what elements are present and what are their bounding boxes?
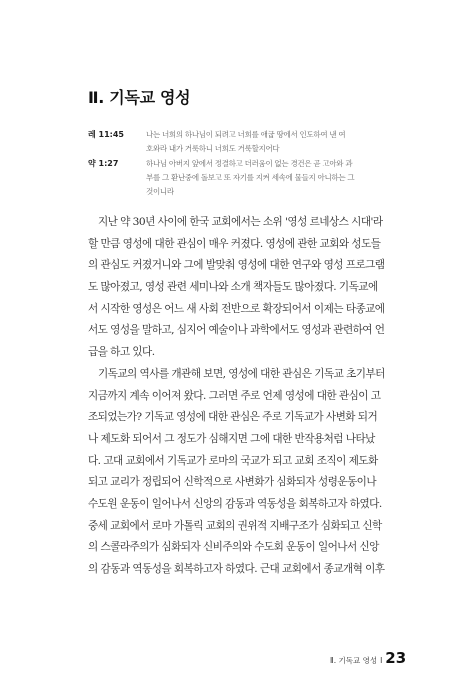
body-line: 의 스콜라주의가 심화되자 신비주의와 수도회 운동이 일어나서 신앙 <box>88 541 379 554</box>
body-line: 되고 교리가 정립되어 신학적으로 사변화가 심화되자 성령운동이나 <box>88 476 377 489</box>
body-line: 할 만큼 영성에 대한 관심이 매우 커졌다. 영성에 관한 교회와 성도들 <box>88 237 381 250</box>
body-line: 수도원 운동이 일어나서 신앙의 감동과 역동성을 회복하고자 하였다. <box>88 497 382 510</box>
body-line: 도 많아졌고, 영성 관련 세미나와 소개 책자들도 많아졌다. 기독교에 <box>88 281 378 294</box>
page-number: 23 <box>385 649 407 667</box>
body-line: 중세 교회에서 로마 가톨릭 교회의 권위적 지배구조가 심화되고 신학 <box>88 519 382 532</box>
body-line: 지금까지 계속 이어져 왔다. 그러면 주로 언제 영성에 대한 관심이 고 <box>88 389 381 402</box>
verse-reference: 레 11:45 <box>88 130 124 139</box>
scripture-verse <box>88 157 388 199</box>
body-line: 서도 영성을 말하고, 심지어 예술이나 과학에서도 영성과 관련하여 언 <box>88 324 385 337</box>
body-line: 의 감동과 역동성을 회복하고자 하였다. 근대 교회에서 종교개혁 이후 <box>88 563 385 575</box>
section-heading: Ⅱ. 기독교 영성 <box>88 88 191 107</box>
scripture-verse <box>88 128 388 156</box>
body-line: 나 제도화 되어서 그 정도가 심해지면 그에 대한 반작용처럼 나타났 <box>88 432 375 445</box>
body-line: 기독교의 역사를 개관해 보면, 영성에 대한 관심은 기독교 초기부터 <box>98 367 385 380</box>
body-line: 급을 하고 있다. <box>88 346 155 359</box>
running-footer-title: Ⅱ. 기독교 영성 <box>330 656 378 665</box>
body-line: 의 관심도 커졌거니와 그에 발맞춰 영성에 대한 연구와 영성 프로그램 <box>88 259 385 272</box>
verse-line: 나는 너희의 하나님이 되려고 너희를 애굽 땅에서 인도하여 낸 여 <box>146 130 346 139</box>
verse-reference: 약 1:27 <box>88 159 119 168</box>
body-line: 지난 약 30년 사이에 한국 교회에서는 소위 '영성 르네상스 시대'라 <box>98 216 383 228</box>
verse-line: 것이니라 <box>146 187 174 196</box>
body-text <box>88 212 398 581</box>
verse-line: 하나님 아버지 앞에서 정결하고 더러움이 없는 경건은 곧 고아와 과 <box>146 159 353 168</box>
verse-line: 호와라 내가 거룩하니 너희도 거룩할지어다 <box>146 144 280 153</box>
body-line: 다. 고대 교회에서 기독교가 로마의 국교가 되고 교회 조직이 제도화 <box>88 454 378 467</box>
verse-text <box>146 157 388 199</box>
page-footer <box>330 649 406 667</box>
body-line: 조되었는가? 기독교 영성에 대한 관심은 주로 기독교가 사변화 되거 <box>88 411 378 424</box>
scripture-block <box>88 128 388 200</box>
verse-line: 부를 그 환난중에 돌보고 또 자기를 지켜 세속에 물들지 아니하는 그 <box>146 173 355 182</box>
verse-text <box>146 128 388 156</box>
footer-separator: I <box>380 656 383 665</box>
body-line: 서 시작한 영성은 어느 새 사회 전반으로 확장되어서 이제는 타종교에 <box>88 302 385 315</box>
